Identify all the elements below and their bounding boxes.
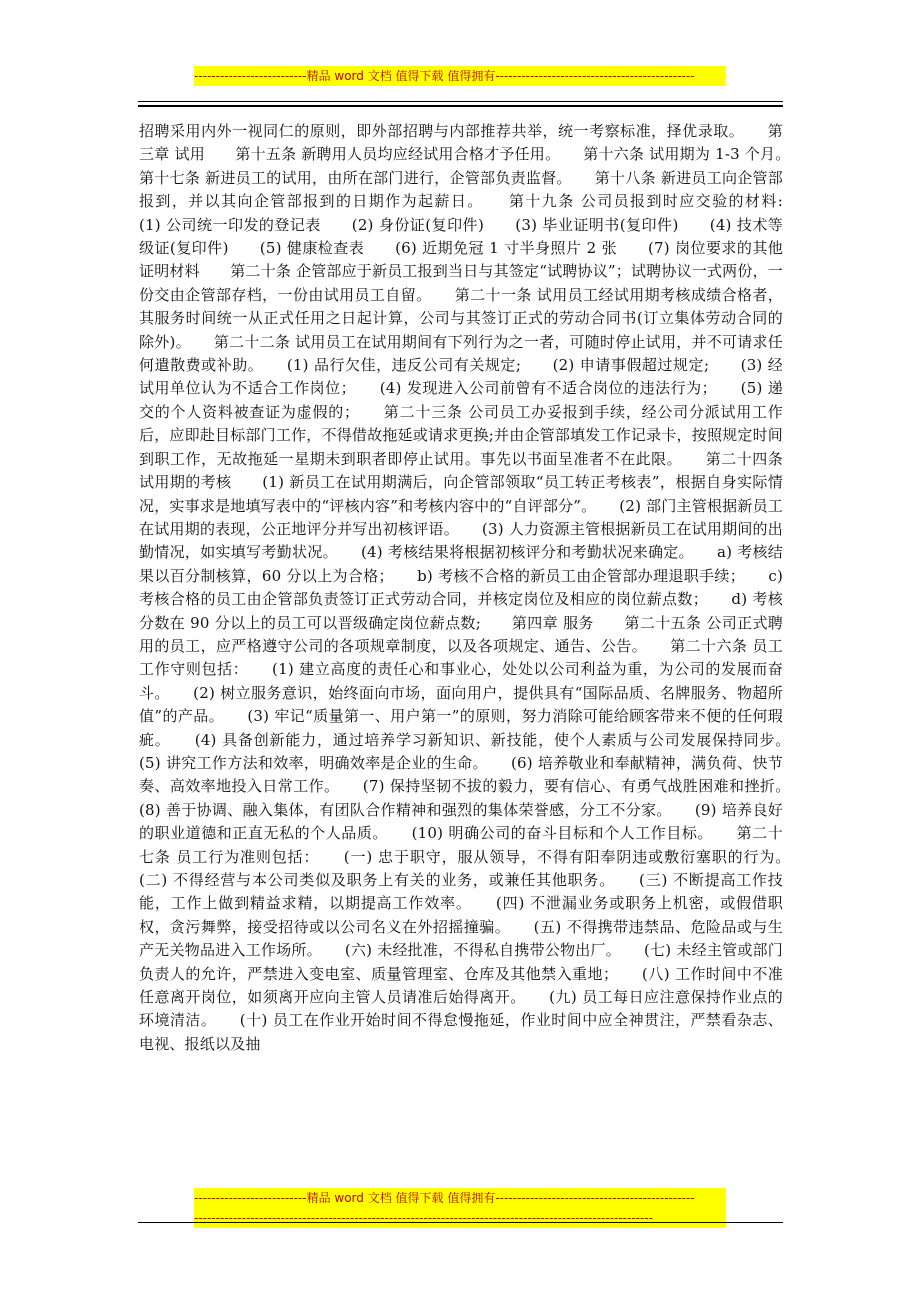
header-banner: --------------------------精品 word 文档 值得下载 值得拥有---------------------------------------------- [194, 66, 726, 86]
footer-rule [138, 1222, 783, 1223]
header-rule [138, 101, 783, 102]
document-body [139, 120, 814, 1056]
body-paragraph: 招聘采用内外一视同仁的原则，即外部招聘与内部推荐共举，统一考察标准，择优录取。 第三章 试用 第十五条 新聘用人员均应经试用合格才予任用。 第十六条 试用期为 1-3 个月。 第十七条 新进员工的试用，由所在部门进行，企管部负责监督。 第十八条 新进员工向企管部报到，并以其向企管部报到的日期作为起薪日。 第十九条 公司员报到时应交验的材料: (1) 公司统一印发的登记表 (2) 身份证(复印件) (3) 毕业证明书(复印件) (4) 技术等级证(复印件) (5) 健康检查表 (6) 近期免冠 1 寸半身照片 2 张 (7) 岗位要求的其他证明材料 第二十条 企管部应于新员工报到当日与其签定“试聘协议”；试聘协议一式两份，一份交由企管部存档，一份由试用员工自留。 第二十一条 试用员工经试用期考核成绩合格者，其服务时间统一从正式任用之日起计算，公司与其签订正式的劳动合同书(订立集体劳动合同的除外)。 第二十二条 试用员工在试用期间有下列行为之一者，可随时停止试用，并不可请求任何遣散费或补助。 (1) 品行欠佳，违反公司有关规定; (2) 申请事假超过规定; (3) 经试用单位认为不适合工作岗位； (4) 发现进入公司前曾有不适合岗位的违法行为； (5) 递交的个人资料被查证为虚假的； 第二十三条 公司员工办妥报到手续，经公司分派试用工作后，应即赴目标部门工作，不得借故拖延或请求更换;并由企管部填发工作记录卡，按照规定时间到职工作，无故拖延一星期未到职者即停止试用。事先以书面呈准者不在此限。 第二十四条 试用期的考核 (1) 新员工在试用期满后，向企管部领取“员工转正考核表”，根据自身实际情况，实事求是地填写表中的“评核内容”和考核内容中的“自评部分”。 (2) 部门主管根据新员工在试用期的表现，公正地评分并写出初核评语。 (3) 人力资源主管根据新员工在试用期间的出勤情况，如实填写考勤状况。 (4) 考核结果将根据初核评分和考勤状况来确定。 a) 考核结果以百分制核算，60 分以上为合格； b) 考核不合格的新员工由企管部办理退职手续； c) 考核合格的员工由企管部负责签订正式劳动合同，并核定岗位及相应的岗位薪点数； d) 考核分数在 90 分以上的员工可以晋级确定岗位薪点数; 第四章 服务 第二十五条 公司正式聘用的员工，应严格遵守公司的各项规章制度，以及各项规定、通告、公告。 第二十六条 员工工作守则包括： (1) 建立高度的责任心和事业心，处处以公司利益为重，为公司的发展而奋斗。 (2) 树立服务意识，始终面向市场，面向用户，提供具有“国际品质、名牌服务、物超所值”的产品。 (3) 牢记“质量第一、用户第一”的原则，努力消除可能给顾客带来不便的任何瑕疵。 (4) 具备创新能力，通过培养学习新知识、新技能，使个人素质与公司发展保持同步。 (5) 讲究工作方法和效率，明确效率是企业的生命。 (6) 培养敬业和奉献精神，满负荷、快节奏、高效率地投入日常工作。 (7) 保持坚韧不拔的毅力，要有信心、有勇气战胜困难和挫折。 (8) 善于协调、融入集体，有团队合作精神和强烈的集体荣誉感，分工不分家。 (9) 培养良好的职业道德和正直无私的个人品质。 (10) 明确公司的奋斗目标和个人工作目标。 第二十七条 员工行为准则包括： (一) 忠于职守，服从领导，不得有阳奉阴违或敷衍塞职的行为。 (二) 不得经营与本公司类似及职务上有关的业务，或兼任其他职务。 (三) 不断提高工作技能，工作上做到精益求精，以期提高工作效率。 (四) 不泄漏业务或职务上机密，或假借职权，贪污舞弊，接受招待或以公司名义在外招摇撞骗。 (五) 不得携带违禁品、危险品或与生产无关物品进入工作场所。 (六) 未经批准，不得私自携带公物出厂。 (七) 未经主管或部门负责人的允许，严禁进入变电室、质量管理室、仓库及其他禁入重地； (八) 工作时间中不准任意离开岗位，如须离开应向主管人员请准后始得离开。 (九) 员工每日应注意保持作业点的环境清洁。 (十) 员工在作业开始时间不得怠慢拖延，作业时间中应全神贯注，严禁看杂志、电视、报纸以及抽 [139, 122, 814, 1053]
header-rule-thick [138, 105, 783, 107]
footer-banner-line2: ---------------------------------------------------------------------------------------------------------- [194, 1211, 653, 1225]
footer-banner-line1: --------------------------精品 word 文档 值得下载 值得拥有---------------------------------------------- [194, 1191, 695, 1205]
